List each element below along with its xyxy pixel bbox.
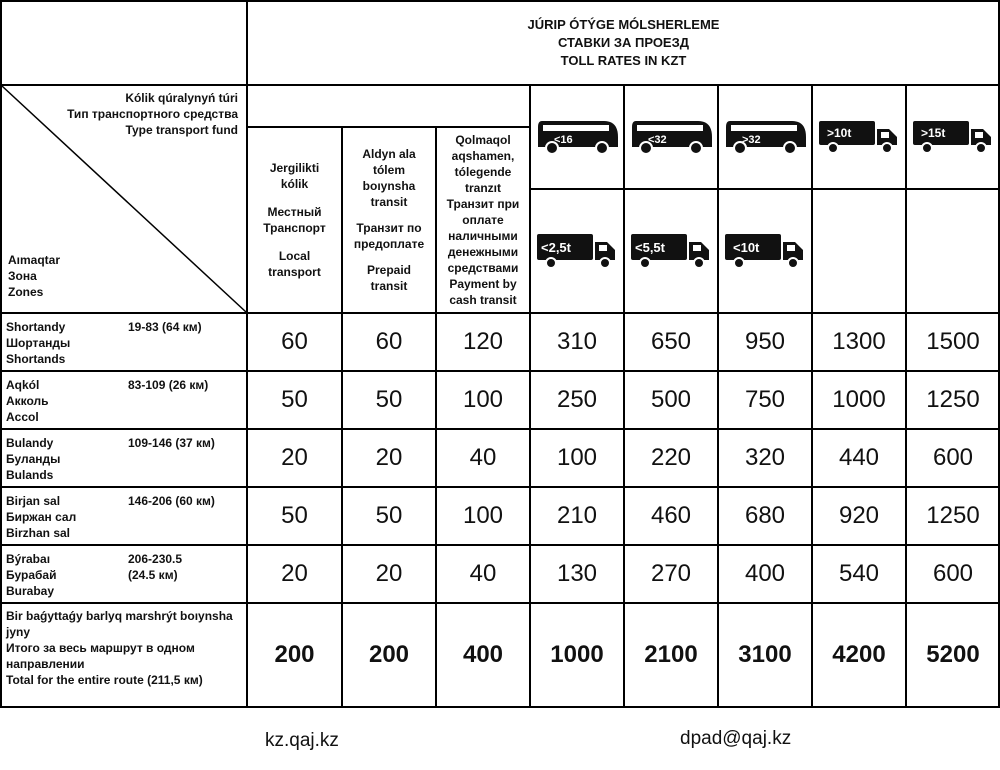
truck-2-5t-cell bbox=[530, 189, 624, 313]
col-line: Транспорт bbox=[263, 221, 326, 235]
rate-value: 310 bbox=[556, 328, 598, 355]
zone-name-line: Бурабай bbox=[6, 568, 57, 582]
bus-32-plus-cell bbox=[718, 85, 812, 189]
rate-value: 50 bbox=[281, 502, 308, 529]
rate-value: 20 bbox=[375, 444, 403, 471]
rate-value: 1000 bbox=[832, 386, 886, 413]
col-line: Prepaid bbox=[366, 263, 411, 277]
grid-line bbox=[341, 126, 343, 708]
zone-km-range bbox=[128, 551, 244, 583]
website-link[interactable]: kz.qaj.kz bbox=[265, 730, 339, 751]
zone-name-line: Шортанды bbox=[6, 336, 71, 350]
rate-value: 120 bbox=[462, 328, 504, 355]
rate-value: 40 bbox=[469, 444, 497, 471]
table-title bbox=[247, 0, 1000, 85]
rate-value: 440 bbox=[838, 444, 880, 471]
rate-value: 210 bbox=[556, 502, 598, 529]
grid-line bbox=[0, 428, 1000, 430]
total-line: направлении bbox=[6, 657, 85, 671]
rate-value: 50 bbox=[375, 502, 403, 529]
zone-name-line: Bulandy bbox=[6, 436, 54, 450]
total-value: 200 bbox=[274, 641, 315, 668]
rate-value: 1300 bbox=[832, 328, 886, 355]
col-line: boıynsha bbox=[362, 179, 416, 193]
col-line: Aldyn ala bbox=[362, 147, 416, 161]
total-line: jyny bbox=[6, 625, 31, 639]
rate-value: 100 bbox=[462, 502, 504, 529]
zone-name-line: Shortands bbox=[6, 352, 66, 366]
rate-value: 60 bbox=[281, 328, 308, 355]
zone-name-line: Burabay bbox=[6, 584, 55, 598]
zone-name bbox=[6, 435, 126, 483]
label-line: Kólik qúralynyń túri bbox=[125, 91, 238, 105]
rate-value: 60 bbox=[375, 328, 403, 355]
col-line: transit bbox=[370, 279, 408, 293]
grid-line bbox=[0, 486, 1000, 488]
bus-icon bbox=[722, 117, 808, 157]
label-line: Зона bbox=[8, 269, 37, 283]
corner-diagonal bbox=[0, 84, 248, 314]
col-line: Транзит по bbox=[356, 221, 422, 235]
zone-km-line: 206-230.5 bbox=[128, 552, 183, 566]
col-prepaid-transit bbox=[342, 127, 436, 313]
zone-name-line: Býrabaı bbox=[6, 552, 51, 566]
zone-name-line: Акколь bbox=[6, 394, 49, 408]
bus-label: >32 bbox=[742, 134, 761, 146]
grid-line bbox=[435, 126, 437, 708]
zone-name bbox=[6, 319, 126, 367]
rate-value: 400 bbox=[744, 560, 786, 587]
zone-name-line: Shortandy bbox=[6, 320, 66, 334]
total-value: 1000 bbox=[550, 641, 604, 668]
total-value: 3100 bbox=[738, 641, 792, 668]
col-line: aqshamen, bbox=[451, 149, 515, 163]
zone-km-range bbox=[128, 493, 244, 509]
rate-value: 100 bbox=[462, 386, 504, 413]
rate-value: 250 bbox=[556, 386, 598, 413]
rate-value: 20 bbox=[281, 560, 308, 587]
bus-label: <16 bbox=[554, 134, 573, 146]
col-line: Local bbox=[278, 249, 311, 263]
rate-value: 50 bbox=[375, 386, 403, 413]
zone-name-line: Aqkól bbox=[6, 378, 40, 392]
zone-km-line: 109-146 (37 км) bbox=[128, 436, 215, 450]
zone-km-range bbox=[128, 319, 244, 335]
rate-value: 950 bbox=[744, 328, 786, 355]
label-line: Тип транспортного средства bbox=[67, 107, 238, 121]
grid-line bbox=[717, 84, 719, 708]
col-line: tranzıt bbox=[465, 181, 501, 195]
label-line: Zones bbox=[8, 285, 44, 299]
zone-name bbox=[6, 551, 126, 599]
grid-line bbox=[905, 84, 907, 708]
rate-value: 130 bbox=[556, 560, 598, 587]
email-link[interactable]: dpad@qaj.kz bbox=[680, 728, 792, 749]
rate-value: 920 bbox=[838, 502, 880, 529]
grid-line bbox=[0, 706, 1000, 708]
rate-value: 500 bbox=[650, 386, 692, 413]
col-line: tólem bbox=[372, 163, 405, 177]
col-line: денежными bbox=[447, 245, 519, 259]
grid-line bbox=[0, 370, 1000, 372]
zone-name-line: Буланды bbox=[6, 452, 61, 466]
total-value: 4200 bbox=[832, 641, 886, 668]
truck-label: >10t bbox=[827, 126, 852, 140]
total-line: Bir baǵyttaǵy barlyq marshrýt boıynsha bbox=[6, 609, 233, 623]
title-line: JÚRIP ÓTÝGE MÓLSHERLEME bbox=[527, 16, 720, 32]
zone-name-line: Birjan sal bbox=[6, 494, 61, 508]
grid-line bbox=[811, 84, 813, 708]
bus-icon bbox=[534, 117, 620, 157]
col-line: наличными bbox=[448, 229, 518, 243]
grid-line bbox=[0, 0, 1000, 2]
truck-icon bbox=[723, 230, 807, 272]
zone-name bbox=[6, 377, 126, 425]
col-line: transport bbox=[268, 265, 321, 279]
grid-line bbox=[623, 84, 625, 708]
grid-line bbox=[529, 84, 531, 708]
zone-name bbox=[6, 493, 126, 541]
col-line: Jergilikti bbox=[269, 161, 320, 175]
total-line: Total for the entire route (211,5 км) bbox=[6, 673, 203, 687]
col-line: средствами bbox=[447, 261, 519, 275]
zone-name-line: Birzhan sal bbox=[6, 526, 71, 540]
title-line: СТАВКИ ЗА ПРОЕЗД bbox=[557, 34, 690, 50]
total-value: 400 bbox=[462, 641, 504, 668]
truck-label: >15t bbox=[921, 126, 946, 140]
zone-name-line: Bulands bbox=[6, 468, 54, 482]
rate-value: 220 bbox=[650, 444, 692, 471]
col-line: cash transit bbox=[449, 293, 517, 307]
rate-value: 40 bbox=[469, 560, 497, 587]
zone-km-line: 146-206 (60 км) bbox=[128, 494, 215, 508]
rate-value: 100 bbox=[556, 444, 598, 471]
label-line: Type transport fund bbox=[125, 123, 238, 137]
zone-km-line: (24.5 км) bbox=[128, 568, 178, 582]
rate-value: 1250 bbox=[926, 386, 980, 413]
zone-km-range bbox=[128, 435, 244, 451]
col-line: Qolmaqol bbox=[455, 133, 511, 147]
truck-icon bbox=[629, 230, 713, 272]
rate-value: 1500 bbox=[926, 328, 980, 355]
zone-km-line: 83-109 (26 км) bbox=[128, 378, 209, 392]
total-value: 5200 bbox=[926, 641, 980, 668]
bus-32-cell bbox=[624, 85, 718, 189]
rate-value: 50 bbox=[281, 386, 308, 413]
rate-value: 270 bbox=[650, 560, 692, 587]
rate-value: 680 bbox=[744, 502, 786, 529]
truck-15t-cell bbox=[906, 85, 1000, 189]
truck-10t-small-cell bbox=[718, 189, 812, 313]
rate-value: 650 bbox=[650, 328, 692, 355]
col-line: Транзит при bbox=[446, 197, 520, 211]
zone-name-line: Биржан сал bbox=[6, 510, 77, 524]
rate-value: 540 bbox=[838, 560, 880, 587]
label-line: Aımaqtar bbox=[8, 253, 61, 267]
col-line: предоплате bbox=[353, 237, 425, 251]
truck-icon bbox=[911, 117, 995, 157]
rate-value: 600 bbox=[932, 560, 974, 587]
rate-value: 460 bbox=[650, 502, 692, 529]
zone-name-line: Accol bbox=[6, 410, 39, 424]
rate-value: 750 bbox=[744, 386, 786, 413]
grid-line bbox=[246, 126, 530, 128]
rate-value: 320 bbox=[744, 444, 786, 471]
rate-value: 1250 bbox=[926, 502, 980, 529]
col-line: оплате bbox=[462, 213, 504, 227]
rate-value: 20 bbox=[281, 444, 308, 471]
truck-label: <10t bbox=[733, 240, 760, 255]
col-cash-transit bbox=[436, 127, 530, 313]
bus-16-cell bbox=[530, 85, 624, 189]
total-label bbox=[6, 608, 244, 688]
total-line: Итого за весь маршрут в одном bbox=[6, 641, 195, 655]
zone-km-range bbox=[128, 377, 244, 393]
total-value: 2100 bbox=[644, 641, 698, 668]
grid-line bbox=[0, 602, 1000, 604]
truck-10t-cell bbox=[812, 85, 906, 189]
zone-km-line: 19-83 (64 км) bbox=[128, 320, 202, 334]
col-line: kólik bbox=[280, 177, 309, 191]
col-line: transit bbox=[370, 195, 408, 209]
rate-value: 20 bbox=[375, 560, 403, 587]
truck-5-5t-cell bbox=[624, 189, 718, 313]
rate-value: 600 bbox=[932, 444, 974, 471]
truck-label: <2,5t bbox=[541, 240, 571, 255]
truck-label: <5,5t bbox=[635, 240, 665, 255]
total-value: 200 bbox=[368, 641, 410, 668]
grid-line bbox=[0, 544, 1000, 546]
bus-icon bbox=[628, 117, 714, 157]
truck-icon bbox=[535, 230, 619, 272]
col-line: Payment by bbox=[449, 277, 517, 291]
grid-line bbox=[530, 188, 1000, 190]
col-line: tólegende bbox=[454, 165, 512, 179]
col-local-transport bbox=[247, 127, 342, 313]
bus-label: <32 bbox=[648, 134, 667, 146]
title-line: TOLL RATES IN KZT bbox=[560, 52, 687, 68]
truck-icon bbox=[817, 117, 901, 157]
col-line: Местный bbox=[267, 205, 322, 219]
